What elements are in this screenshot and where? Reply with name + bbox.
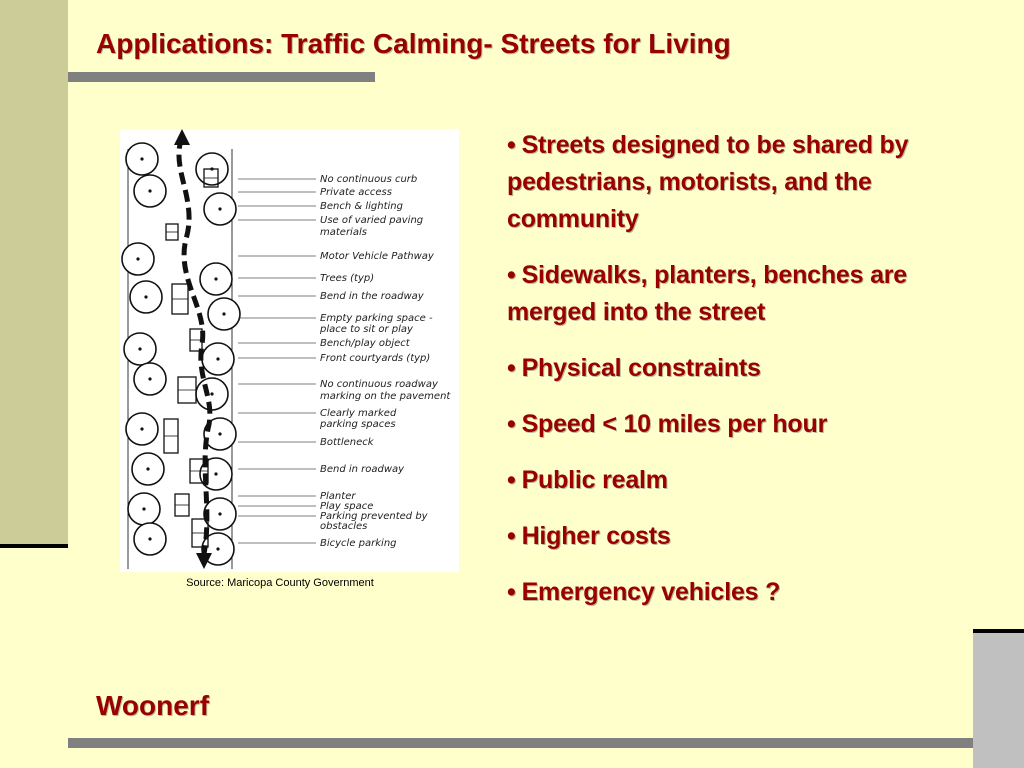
diagram-label: Bench & lighting [320,201,403,212]
tree-trunk-dot [218,512,221,515]
diagram-label: Bench/play object [320,338,410,349]
tree-trunk-dot [214,277,217,280]
tree-trunk-dot [222,312,225,315]
diagram-label: Planter [320,491,356,502]
bullet-list [507,127,962,630]
image-source-caption: Source: Maricopa County Government [186,577,374,589]
tree-trunk-dot [218,432,221,435]
vehicle-pathway [179,137,210,554]
slide-title: Applications: Traffic Calming- Streets for Living [96,28,731,59]
bullet-text: Speed < 10 miles per hour [521,410,828,438]
diagram-label: Motor Vehicle Pathway [320,251,434,262]
bullet-text: Streets designed to be shared by pedestrians, motorists, and the community [507,131,909,233]
diagram-label: Front courtyards (typ) [320,353,431,364]
tree-trunk-dot [144,295,147,298]
bottom-rule [68,738,973,748]
tree-trunk-dot [216,357,219,360]
diagram-label: Clearly marked [320,408,397,419]
tree-trunk-dot [146,467,149,470]
diagram-label: Bend in the roadway [320,291,424,302]
tree-trunk-dot [148,377,151,380]
bullet-dot: • [507,131,516,159]
tree-trunk-dot [210,392,213,395]
diagram-label: parking spaces [320,419,396,430]
diagram-label: Private access [320,187,392,198]
diagram-label: Parking prevented by [320,511,428,522]
slide-subtitle: Woonerf [96,690,210,721]
bullet-item [507,350,962,387]
tree-trunk-dot [216,547,219,550]
tree-trunk-dot [140,427,143,430]
diagram-label: materials [320,227,367,238]
diagram-label: Bicycle parking [320,538,397,549]
trees-group [122,143,240,565]
diagram-label: No continuous curb [320,174,418,185]
diagram-label: Use of varied paving [320,215,424,226]
bullet-text: Higher costs [521,522,671,550]
title-underline [68,72,375,82]
bullet-dot: • [507,410,516,438]
bullet-dot: • [507,522,516,550]
left-accent-rule [0,544,68,548]
pathway-arrow-top [174,129,190,145]
diagram-labels [319,174,451,549]
woonerf-diagram [120,129,459,572]
bullet-item [507,257,937,331]
diagram-label: Trees (typ) [320,273,375,284]
bullet-item [507,462,962,499]
diagram-label: marking on the pavement [320,391,451,402]
tree-trunk-dot [148,189,151,192]
right-accent-bar [973,633,1024,768]
bullet-dot: • [507,261,516,289]
diagram-label: place to sit or play [320,324,413,335]
bullet-item [507,127,959,238]
tree-trunk-dot [148,537,151,540]
right-accent-rule [973,629,1024,633]
tree-trunk-dot [140,157,143,160]
diagram-label: No continuous roadway [320,379,438,390]
diagram-label: Bend in roadway [320,464,405,475]
left-accent-bar [0,0,68,546]
bullet-text: Physical constraints [521,354,761,382]
diagram-label: Play space [320,501,374,512]
bullet-item [507,574,962,611]
bullet-text: Sidewalks, planters, benches are merged into the street [507,261,908,326]
diagram-label: Empty parking space - [320,313,433,324]
diagram-label: obstacles [320,521,368,532]
tree-trunk-dot [214,472,217,475]
tree-trunk-dot [142,507,145,510]
label-leader-lines [238,179,316,543]
bullet-text: Public realm [521,466,668,494]
tree-trunk-dot [138,347,141,350]
bullet-dot: • [507,354,516,382]
bullet-item [507,518,962,555]
woonerf-sketch [120,129,459,572]
bullet-dot: • [507,578,516,606]
bullet-item [507,406,962,443]
diagram-label: Bottleneck [320,437,374,448]
tree-trunk-dot [136,257,139,260]
bullet-dot: • [507,466,516,494]
tree-trunk-dot [218,207,221,210]
bullet-text: Emergency vehicles ? [521,578,781,606]
